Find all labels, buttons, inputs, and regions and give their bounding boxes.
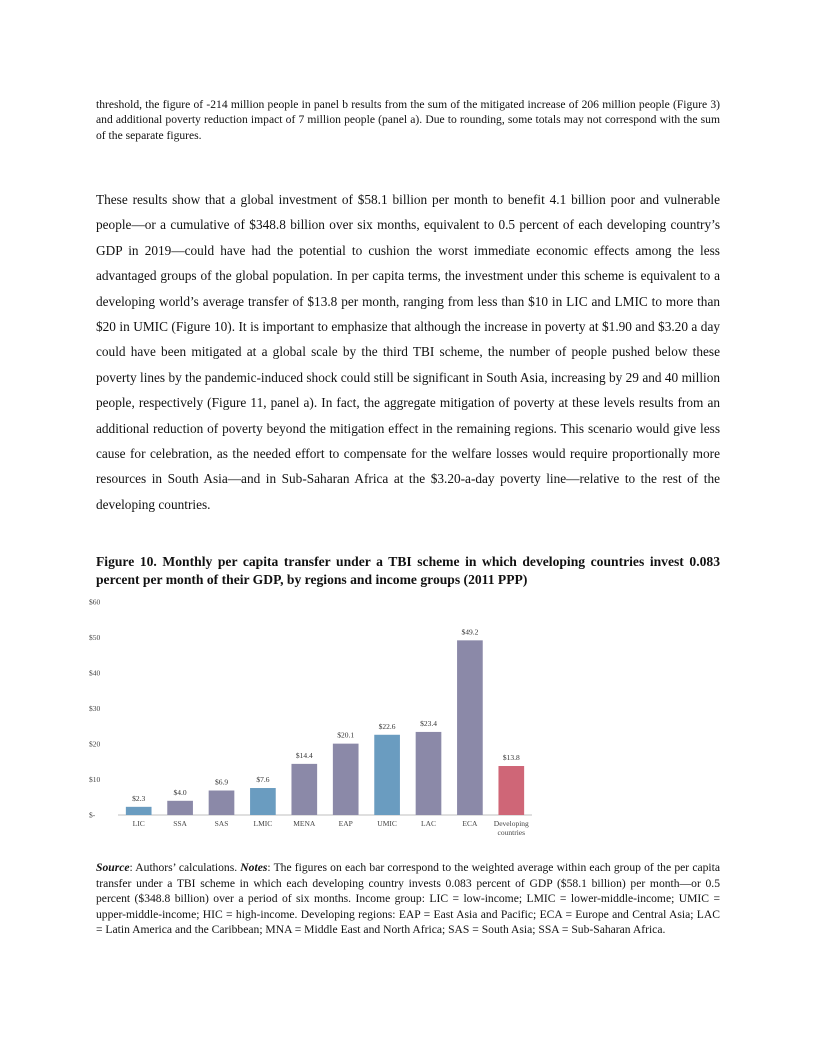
bar (416, 732, 442, 815)
category-label: EAP (338, 819, 353, 828)
y-tick-label: $50 (89, 633, 101, 642)
y-tick-label: $20 (89, 739, 101, 749)
data-label: $49.2 (461, 627, 479, 637)
y-tick-label: $30 (89, 704, 101, 713)
body-paragraph: These results show that a global investment of $58.1 billion per month to benefit 4.1 billion poor and vulnerable people—or a cumulative of $348.8 billion over six months, equivalent to 0.5 percent of each developing country’s GDP in 2019—could have had the potential to cushion the worst immediate economic effects among the less advantaged groups of the global population. In per capita terms, the investment under this scheme is equivalent to a developing world’s average transfer of $13.8 per month, ranging from less than $10 in LIC and LMIC to more than $20 in UMIC (Figure 10). It is important to emphasize that although the increase in poverty at $1.90 and $3.20 a day could have been mitigated at a global scale by the third TBI scheme, the number of people pushed below these poverty lines by the pandemic-induced shock could still be significant in South Asia, increasing by 29 and 40 million people, respectively (Figure 11, panel a). In fact, the aggregate mitigation of poverty at these levels results from an additional reduction of poverty beyond the mitigation effect in the remaining regions. This scenario would give less cause for celebration, as the needed effort to compensate for the welfare losses would require proportionally more resources in South Asia—and in Sub-Saharan Africa at the $3.20-a-day poverty line—relative to the rest of the developing countries. (96, 192, 720, 512)
category-label: LIC (132, 819, 145, 828)
data-label: $4.0 (173, 787, 187, 797)
bar (498, 766, 524, 815)
y-tick-label: $10 (89, 775, 101, 784)
bar (250, 788, 276, 815)
data-label: $14.4 (295, 750, 313, 760)
data-label: $13.8 (502, 753, 520, 763)
data-label: $22.6 (378, 721, 396, 731)
category-label: UMIC (377, 819, 397, 828)
category-label: LAC (421, 819, 436, 828)
source-text: : Authors’ calculations. (129, 861, 241, 874)
y-tick-label: $40 (89, 668, 101, 678)
bar (374, 735, 400, 815)
category-label: Developing countries (493, 819, 529, 837)
notes-label: Notes (240, 861, 268, 874)
bar (167, 801, 193, 815)
bar (291, 764, 317, 815)
data-label: $7.6 (256, 775, 270, 785)
y-tick-label: $60 (89, 597, 101, 607)
bar (126, 807, 152, 815)
category-label: SSA (173, 819, 187, 828)
bar (209, 791, 235, 815)
source-label: Source (96, 861, 130, 874)
figure-title: Figure 10. Monthly per capita transfer under a TBI scheme in which developing countries invest 0.083 percent per month of their GDP, by regions and income groups (2011 PPP) (96, 554, 720, 587)
bar-chart (76, 592, 536, 852)
table-footnote: threshold, the figure of -214 million people in panel b results from the sum of the mitigated increase of 206 million people (Figure 3) and additional poverty reduction impact of 7 million people (panel a). Due to rounding, some totals may not correspond with the sum of the separate figures. (96, 98, 720, 142)
source-notes (96, 860, 720, 938)
bar (333, 744, 359, 815)
category-label: SAS (214, 819, 229, 828)
data-label: $6.9 (214, 777, 229, 787)
data-label: $20.1 (337, 730, 355, 740)
category-label: LMIC (253, 819, 273, 828)
category-label: MENA (293, 819, 316, 828)
data-label: $2.3 (132, 793, 146, 803)
category-label: ECA (462, 819, 478, 828)
data-label: $23.4 (420, 718, 437, 728)
y-tick-label: $- (89, 810, 96, 820)
notes-text: : The figures on each bar correspond to the weighted average within each group of the per capita transfer under a TBI scheme in which each developing country invests 0.083 percent of GDP ($58.1 billion) per month—or 0.5 percent ($348.8 billion) over a period of six months. Income group: LIC = low-income; LMIC = lower-middle-income; UMIC = upper-middle-income; HIC = high-income. Developing regions: EAP = East Asia and Pacific; ECA = Europe and Central Asia; LAC = Latin America and the Caribbean; MNA = Middle East and North Africa; SAS = South Asia; SSA = Sub-Saharan Africa. (96, 861, 720, 937)
bar (457, 640, 483, 815)
